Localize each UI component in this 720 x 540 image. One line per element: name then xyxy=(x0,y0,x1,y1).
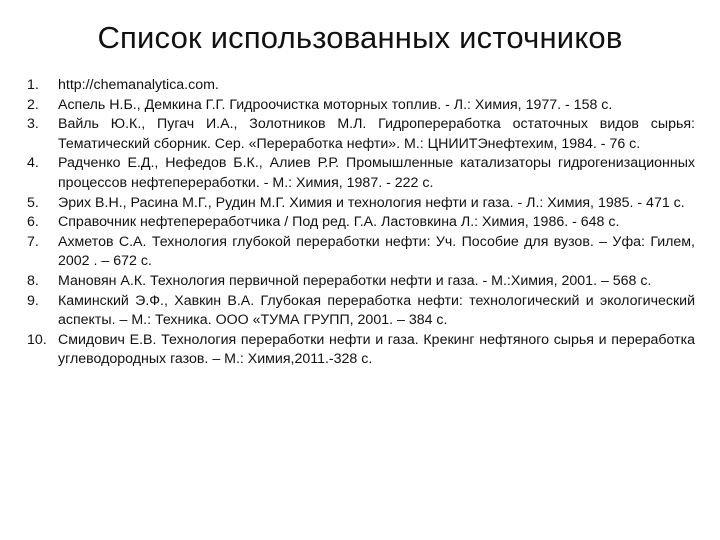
reference-item xyxy=(27,331,695,370)
reference-number: 7. xyxy=(27,233,39,250)
reference-item xyxy=(27,115,695,154)
reference-number: 6. xyxy=(27,214,39,231)
reference-list xyxy=(27,76,695,370)
reference-number: 9. xyxy=(27,292,39,309)
reference-number: 2. xyxy=(27,96,39,113)
slide-title: Список использованных источников xyxy=(97,20,623,55)
reference-number: 3. xyxy=(27,116,39,133)
reference-number: 1. xyxy=(27,77,39,93)
reference-number: 10. xyxy=(27,331,47,348)
reference-number: 5. xyxy=(27,194,39,211)
reference-text: Вайль Ю.К., Пугач И.А., Золотников М.Л. Гидропереработка остаточных видов сырья: Тематический сборник. Сер. «Переработка нефти». М.: ЦНИИТЭнефтехим, 1984. - 76 с. xyxy=(58,116,695,152)
reference-item xyxy=(27,194,695,214)
reference-item xyxy=(27,213,695,233)
reference-item xyxy=(27,96,695,116)
reference-item xyxy=(27,154,695,193)
reference-item xyxy=(27,292,695,331)
reference-text: Эрих В.Н., Расина М.Г., Рудин М.Г. Химия и технология нефти и газа. - Л.: Химия, 1985. - 471 с. xyxy=(58,194,685,211)
reference-item xyxy=(27,76,695,96)
reference-text: Ахметов С.А. Технология глубокой переработки нефти: Уч. Пособие для вузов. – Уфа: Гилем, 2002 . – 672 с. xyxy=(58,233,695,270)
reference-number: 4. xyxy=(27,155,39,172)
reference-text: Радченко Е.Д., Нефедов Б.К., Алиев Р.Р. Промышленные катализаторы гидрогенизационных процессов нефтепереработки. - М.: Химия, 1987. - 222 с. xyxy=(58,155,695,191)
reference-item xyxy=(27,233,695,272)
reference-number: 8. xyxy=(27,272,39,289)
reference-text: Аспель Н.Б., Демкина Г.Г. Гидроочистка моторных топлив. - Л.: Химия, 1977. - 158 с. xyxy=(58,96,613,113)
reference-text: Смидович Е.В. Технология переработки нефти и газа. Крекинг нефтяного сырья и переработка углеводородных газов. – М.: Химия,2011.-328 с. xyxy=(58,331,695,368)
reference-text: http://chemanalytica.com. xyxy=(58,77,219,93)
reference-text: Мановян А.К. Технология первичной переработки нефти и газа. - М.:Химия, 2001. – 568 с. xyxy=(58,272,652,289)
reference-text: Справочник нефтепереработчика / Под ред. Г.А. Ластовкина Л.: Химия, 1986. - 648 с. xyxy=(58,214,620,231)
reference-item xyxy=(27,272,695,292)
reference-text: Каминский Э.Ф., Хавкин В.А. Глубокая переработка нефти: технологический и экологический аспекты. – М.: Техника. ООО «ТУМА ГРУПП, 2001. – 384 с. xyxy=(58,292,695,329)
